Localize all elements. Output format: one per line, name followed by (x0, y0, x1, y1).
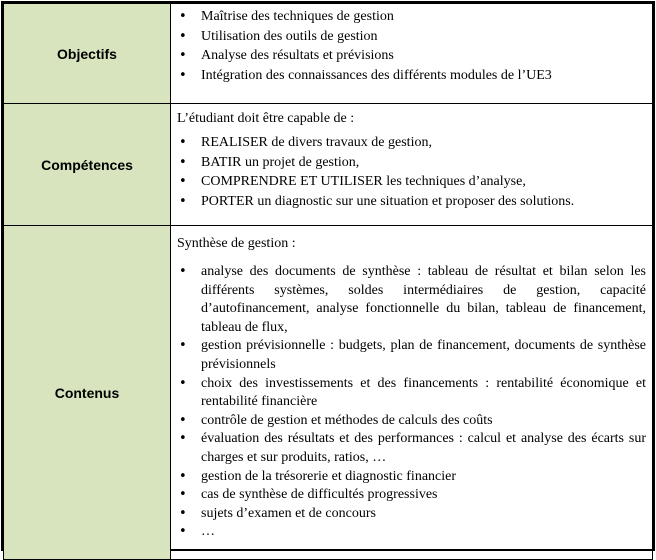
list-item (177, 133, 646, 153)
competence-verb: COMPRENDRE ET UTILISER (201, 174, 383, 189)
list-item: • gestion de la trésorerie et diagnostic financier (177, 468, 646, 487)
competence-verb: REALISER (201, 135, 268, 150)
list-item: • gestion prévisionnelle : budgets, plan de financement, documents de synthèse prévisionnels (177, 337, 646, 374)
list-item: • contrôle de gestion et méthodes de calculs des coûts (177, 412, 646, 431)
competence-text: un diagnostic sur une situation et proposer des solutions. (253, 193, 575, 209)
content-contenus (171, 226, 653, 560)
competences-intro: L’étudiant doit être capable de : (177, 111, 355, 126)
row-competences (4, 104, 653, 226)
list-item: • évaluation des résultats et des performances : calcul et analyse des écarts sur charges et sur produits, ratios, … (177, 430, 646, 467)
list-item: • cas de synthèse de difficultés progressives (177, 486, 646, 505)
competence-verb: PORTER (201, 193, 254, 209)
list-item (177, 153, 646, 173)
competence-text: les techniques d’analyse, (382, 174, 526, 189)
list-item: • Maîtrise des techniques de gestion (177, 7, 646, 27)
list-item: • Intégration des connaissances des différents modules de l’UE3 (177, 66, 646, 86)
list-item: • sujets d’examen et de concours (177, 505, 646, 524)
list-item: • Analyse des résultats et prévisions (177, 46, 646, 66)
list-item: • Utilisation des outils de gestion (177, 27, 646, 47)
list-item (177, 172, 646, 192)
label-objectifs: Objectifs (4, 4, 171, 104)
competence-text: de divers travaux de gestion, (267, 135, 432, 150)
row-objectifs (4, 4, 653, 104)
competences-list (177, 133, 646, 211)
competence-text: un projet de gestion, (241, 154, 360, 170)
list-item (177, 192, 646, 212)
content-competences (171, 104, 653, 226)
list-item: • … (177, 523, 646, 542)
objectifs-list (177, 7, 646, 85)
list-item: • choix des investissements et des financements : rentabilité économique et rentabilité financière (177, 375, 646, 412)
contenus-list (177, 263, 646, 542)
label-competences: Compétences (4, 104, 171, 226)
list-item: • analyse des documents de synthèse : tableau de résultat et bilan selon les différents systèmes, soldes intermédiaires de gestion, capacité d’autofinancement, analyse fonctionnelle du bilan, tableau de financement, tableau de flux, (177, 263, 646, 337)
content-objectifs (171, 4, 653, 104)
syllabus-table-frame (1, 1, 655, 551)
competence-verb: BATIR (201, 154, 242, 170)
contenus-intro: Synthèse de gestion : (177, 236, 296, 251)
syllabus-table (3, 3, 653, 560)
label-contenus: Contenus (4, 226, 171, 560)
row-contenus (4, 226, 653, 560)
